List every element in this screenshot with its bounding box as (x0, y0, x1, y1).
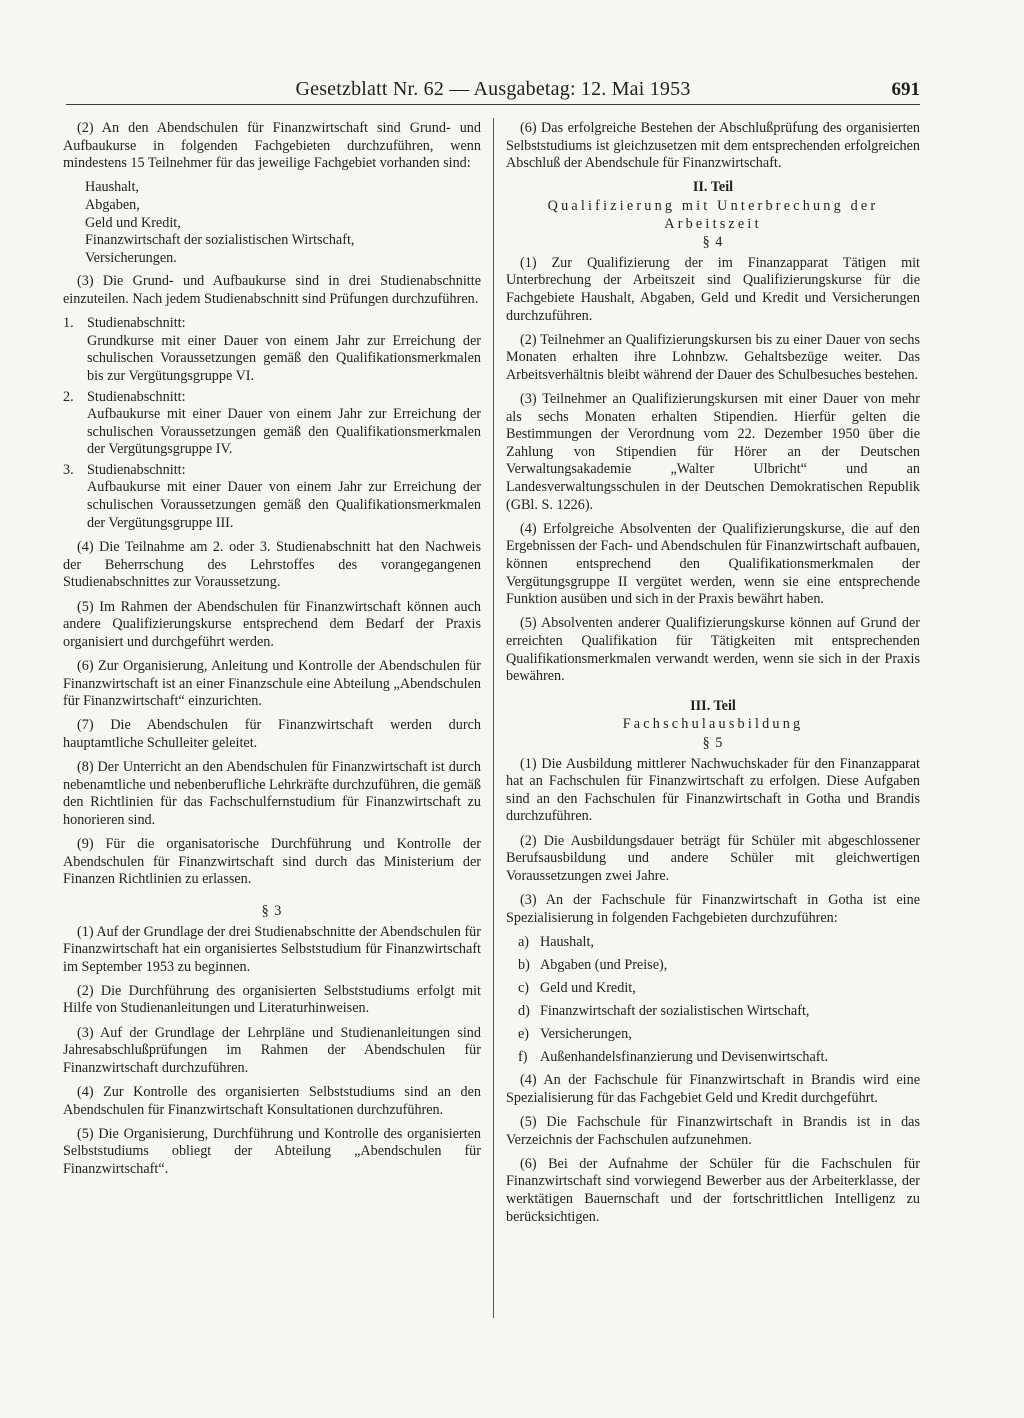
item-letter: a) (518, 933, 530, 950)
part-3-subtitle: Fachschulausbildung (622, 716, 804, 733)
specialization-item (518, 934, 920, 952)
stage-text: Aufbaukurse mit einer Dauer von einem Jahr zur Erreichung der schulischen Voraussetzungen gemäß den Qualifikationsmerkmalen der Vergütungsgruppe IV. (87, 406, 481, 458)
left-column (63, 120, 481, 1410)
specialization-item (518, 1026, 920, 1044)
item-text: Geld und Kredit, (540, 979, 636, 996)
part-2-title: II. Teil (692, 179, 734, 196)
specialization-item (518, 1003, 920, 1021)
s3-paragraph-2: (2) Die Durchführung des organisierten Selbststudiums erfolgt mit Hilfe von Studienanleitungen und Literaturhinweisen. (63, 982, 481, 1017)
paragraph-8: (8) Der Unterricht an den Abendschulen für Finanzwirtschaft ist durch nebenamtliche und nebenberufliche Lehrkräfte durchzuführen, die gemäß den Richtlinien für das Fachschulfernstudium für Finanzwirtschaft zu honorieren sind. (63, 759, 481, 828)
page-number: 691 (891, 79, 920, 100)
paragraph-9: (9) Für die organisatorische Durchführung und Kontrolle der Abendschulen für Finanzwirtschaft sind durch das Ministerium der Finanzen Richtlinien zu erlassen. (63, 836, 481, 888)
specialization-item (518, 1049, 920, 1067)
stage-number: 2. (63, 388, 74, 405)
header-title: Gesetzblatt Nr. 62 — Ausgabetag: 12. Mai 1953 (295, 78, 691, 100)
paragraph-6: (6) Zur Organisierung, Anleitung und Kontrolle der Abendschulen für Finanzwirtschaft ist an einer Finanzschule eine Abteilung „Abendschulen für Finanzwirtschaft“ einzurichten. (63, 658, 481, 710)
s3-paragraph-5: (5) Die Organisierung, Durchführung und Kontrolle des organisierten Selbststudiums obliegt der Abteilung „Abendschulen für Finanzwirtschaft“. (63, 1125, 481, 1177)
s5-paragraph-3: (3) An der Fachschule für Finanzwirtschaft in Gotha ist eine Spezialisierung in folgenden Fachgebieten durchzuführen: (506, 891, 920, 926)
specialization-item (518, 980, 920, 998)
column-divider (493, 118, 494, 1318)
s5-paragraph-1: (1) Die Ausbildung mittlerer Nachwuchskader für den Finanzapparat hat an Fachschulen für Finanzwirtschaft zu erfolgen. Diese Aufgaben sind an den Fachschulen für Finanzwirtschaft in Gotha und Brandis durchzuführen. (506, 755, 920, 825)
item-letter: e) (518, 1025, 530, 1042)
s4-paragraph-2: (2) Teilnehmer an Qualifizierungskursen bis zu einer Dauer von sechs Monaten erhalten ihre Lohnbzw. Gehaltsbezüge weiter. Das Arbeitsverhältnis bleibt während der Dauer des Schulbesuches bestehen. (506, 331, 920, 383)
stage-title: Studienabschnitt: (87, 315, 186, 332)
subject-list (85, 179, 481, 267)
stage-item (63, 389, 481, 459)
subject-item: Geld und Kredit, (85, 214, 181, 231)
item-letter: b) (518, 956, 530, 973)
s5-paragraph-4: (4) An der Fachschule für Finanzwirtschaft in Brandis wird eine Spezialisierung für das Fachgebiet Geld und Kredit durchgeführt. (506, 1072, 920, 1106)
stage-title: Studienabschnitt: (87, 388, 186, 405)
subject-item: Finanzwirtschaft der sozialistischen Wirtschaft, (85, 232, 355, 249)
page-header (66, 78, 920, 105)
paragraph-7: (7) Die Abendschulen für Finanzwirtschaft werden durch hauptamtliche Schulleiter geleitet. (63, 717, 481, 751)
s3-paragraph-6: (6) Das erfolgreiche Bestehen der Abschlußprüfung des organisierten Selbststudiums ist gleichzusetzen mit dem entsprechenden erfolgreichen Abschluß der Abendschule für Finanzwirtschaft. (506, 120, 920, 172)
s5-paragraph-2: (2) Die Ausbildungsdauer beträgt für Schüler mit abgeschlossener Berufsausbildung und andere Schüler mit gleichwertigen Voraussetzungen zwei Jahre. (506, 832, 920, 884)
item-text: Außenhandelsfinanzierung und Devisenwirtschaft. (540, 1048, 828, 1065)
stage-item (63, 462, 481, 532)
stage-item (63, 315, 481, 385)
paragraph-4: (4) Die Teilnahme am 2. oder 3. Studienabschnitt hat den Nachweis der Beherrschung des Lehrstoffes des vorangegangenen Studienabschnittes zur Voraussetzung. (63, 539, 481, 591)
section-4-heading: § 4 (702, 234, 724, 251)
item-letter: c) (518, 979, 530, 996)
s5-paragraph-6: (6) Bei der Aufnahme der Schüler für die Fachschulen für Finanzwirtschaft sind vorwiegend Bewerber aus der Arbeiterklasse, der werktätigen Bauernschaft und der fortschrittlichen Intelligenz zu berücksichtigen. (506, 1155, 920, 1225)
s4-paragraph-1: (1) Zur Qualifizierung der im Finanzapparat Tätigen mit Unterbrechung der Arbeitszeit sind Qualifizierungskurse für die Fachgebiete Haushalt, Abgaben, Geld und Kredit und Versicherungen durchzuführen. (506, 254, 920, 324)
s3-paragraph-3: (3) Auf der Grundlage der Lehrpläne und Studienanleitungen sind Jahresabschlußprüfungen im Rahmen der Abendschulen für Finanzwirtschaft durchzuführen. (63, 1024, 481, 1076)
subject-item: Abgaben, (85, 196, 140, 213)
part-3-title: III. Teil (690, 697, 736, 714)
item-letter: d) (518, 1002, 530, 1019)
subject-item: Versicherungen. (85, 249, 177, 266)
s5-paragraph-5: (5) Die Fachschule für Finanzwirtschaft in Brandis ist in das Verzeichnis der Fachschulen aufzunehmen. (506, 1113, 920, 1148)
stage-text: Grundkurse mit einer Dauer von einem Jahr zur Erreichung der schulischen Voraussetzungen gemäß den Qualifikationsmerkmalen bis zur Vergütungsgruppe VI. (87, 332, 481, 384)
item-text: Finanzwirtschaft der sozialistischen Wirtschaft, (540, 1002, 810, 1019)
subject-item: Haushalt, (85, 179, 139, 196)
stage-number: 1. (63, 315, 74, 332)
specialization-item (518, 957, 920, 975)
item-letter: f) (518, 1048, 528, 1065)
s4-paragraph-3: (3) Teilnehmer an Qualifizierungskursen mit einer Dauer von mehr als sechs Monaten erhalten Stipendien. Hierfür gelten die Bestimmungen der Verordnung vom 22. Dezember 1950 über die Zahlung von Stipendien für Hörer an der Deutschen Verwaltungsakademie „Walter Ulbricht“ und an Landesverwaltungsschulen in der Deutschen Demokratischen Republik (GBl. S. 1226). (506, 391, 920, 513)
item-text: Abgaben (und Preise), (540, 956, 668, 973)
right-column (506, 120, 920, 1410)
paragraph-5: (5) Im Rahmen der Abendschulen für Finanzwirtschaft können auch andere Qualifizierungskurse entsprechend dem Bedarf der Praxis organisiert und durchgeführt werden. (63, 598, 481, 650)
part-2-subtitle: Qualifizierung mit Unterbrechung der Arbeitszeit (547, 197, 879, 232)
section-5-heading: § 5 (702, 734, 724, 751)
s4-paragraph-4: (4) Erfolgreiche Absolventen der Qualifizierungskurse, die auf den Ergebnissen der Fach- und Abendschulen für Finanzwirtschaft aufbauen, können entsprechend den Qualifikationsmerkmalen der Vergütungsgruppe II vergütet werden, wenn sie eine entsprechende Funktion ausüben und sich in der Praxis bewährt haben. (506, 520, 920, 608)
stage-number: 3. (63, 461, 74, 478)
paragraph-2: (2) An den Abendschulen für Finanzwirtschaft sind Grund- und Aufbaukurse in folgenden Fachgebieten durchzuführen, wenn mindestens 15 Teilnehmer für das jeweilige Fachgebiet vorhanden sind: (63, 120, 481, 172)
stage-title: Studienabschnitt: (87, 461, 186, 478)
s3-paragraph-1: (1) Auf der Grundlage der drei Studienabschnitte der Abendschulen für Finanzwirtschaft hat ein organisiertes Selbststudium für Finanzwirtschaft im September 1953 zu beginnen. (63, 923, 481, 975)
specialization-list (518, 934, 920, 1067)
s4-paragraph-5: (5) Absolventen anderer Qualifizierungskurse können auf Grund der erreichten Qualifikation für Tätigkeiten mit entsprechenden Qualifikationsmerkmalen verwandt werden, wenn sie sich in der Praxis bewähren. (506, 615, 920, 685)
stage-text: Aufbaukurse mit einer Dauer von einem Jahr zur Erreichung der schulischen Voraussetzungen gemäß den Qualifikationsmerkmalen der Vergütungsgruppe III. (87, 479, 481, 531)
paragraph-3: (3) Die Grund- und Aufbaukurse sind in drei Studienabschnitte einzuteilen. Nach jedem Studienabschnitt sind Prüfungen durchzuführen. (63, 273, 481, 307)
item-text: Haushalt, (540, 933, 594, 950)
section-3-heading: § 3 (261, 902, 283, 919)
item-text: Versicherungen, (540, 1025, 632, 1042)
s3-paragraph-4: (4) Zur Kontrolle des organisierten Selbststudiums sind an den Abendschulen für Finanzwirtschaft Konsultationen durchzuführen. (63, 1084, 481, 1118)
